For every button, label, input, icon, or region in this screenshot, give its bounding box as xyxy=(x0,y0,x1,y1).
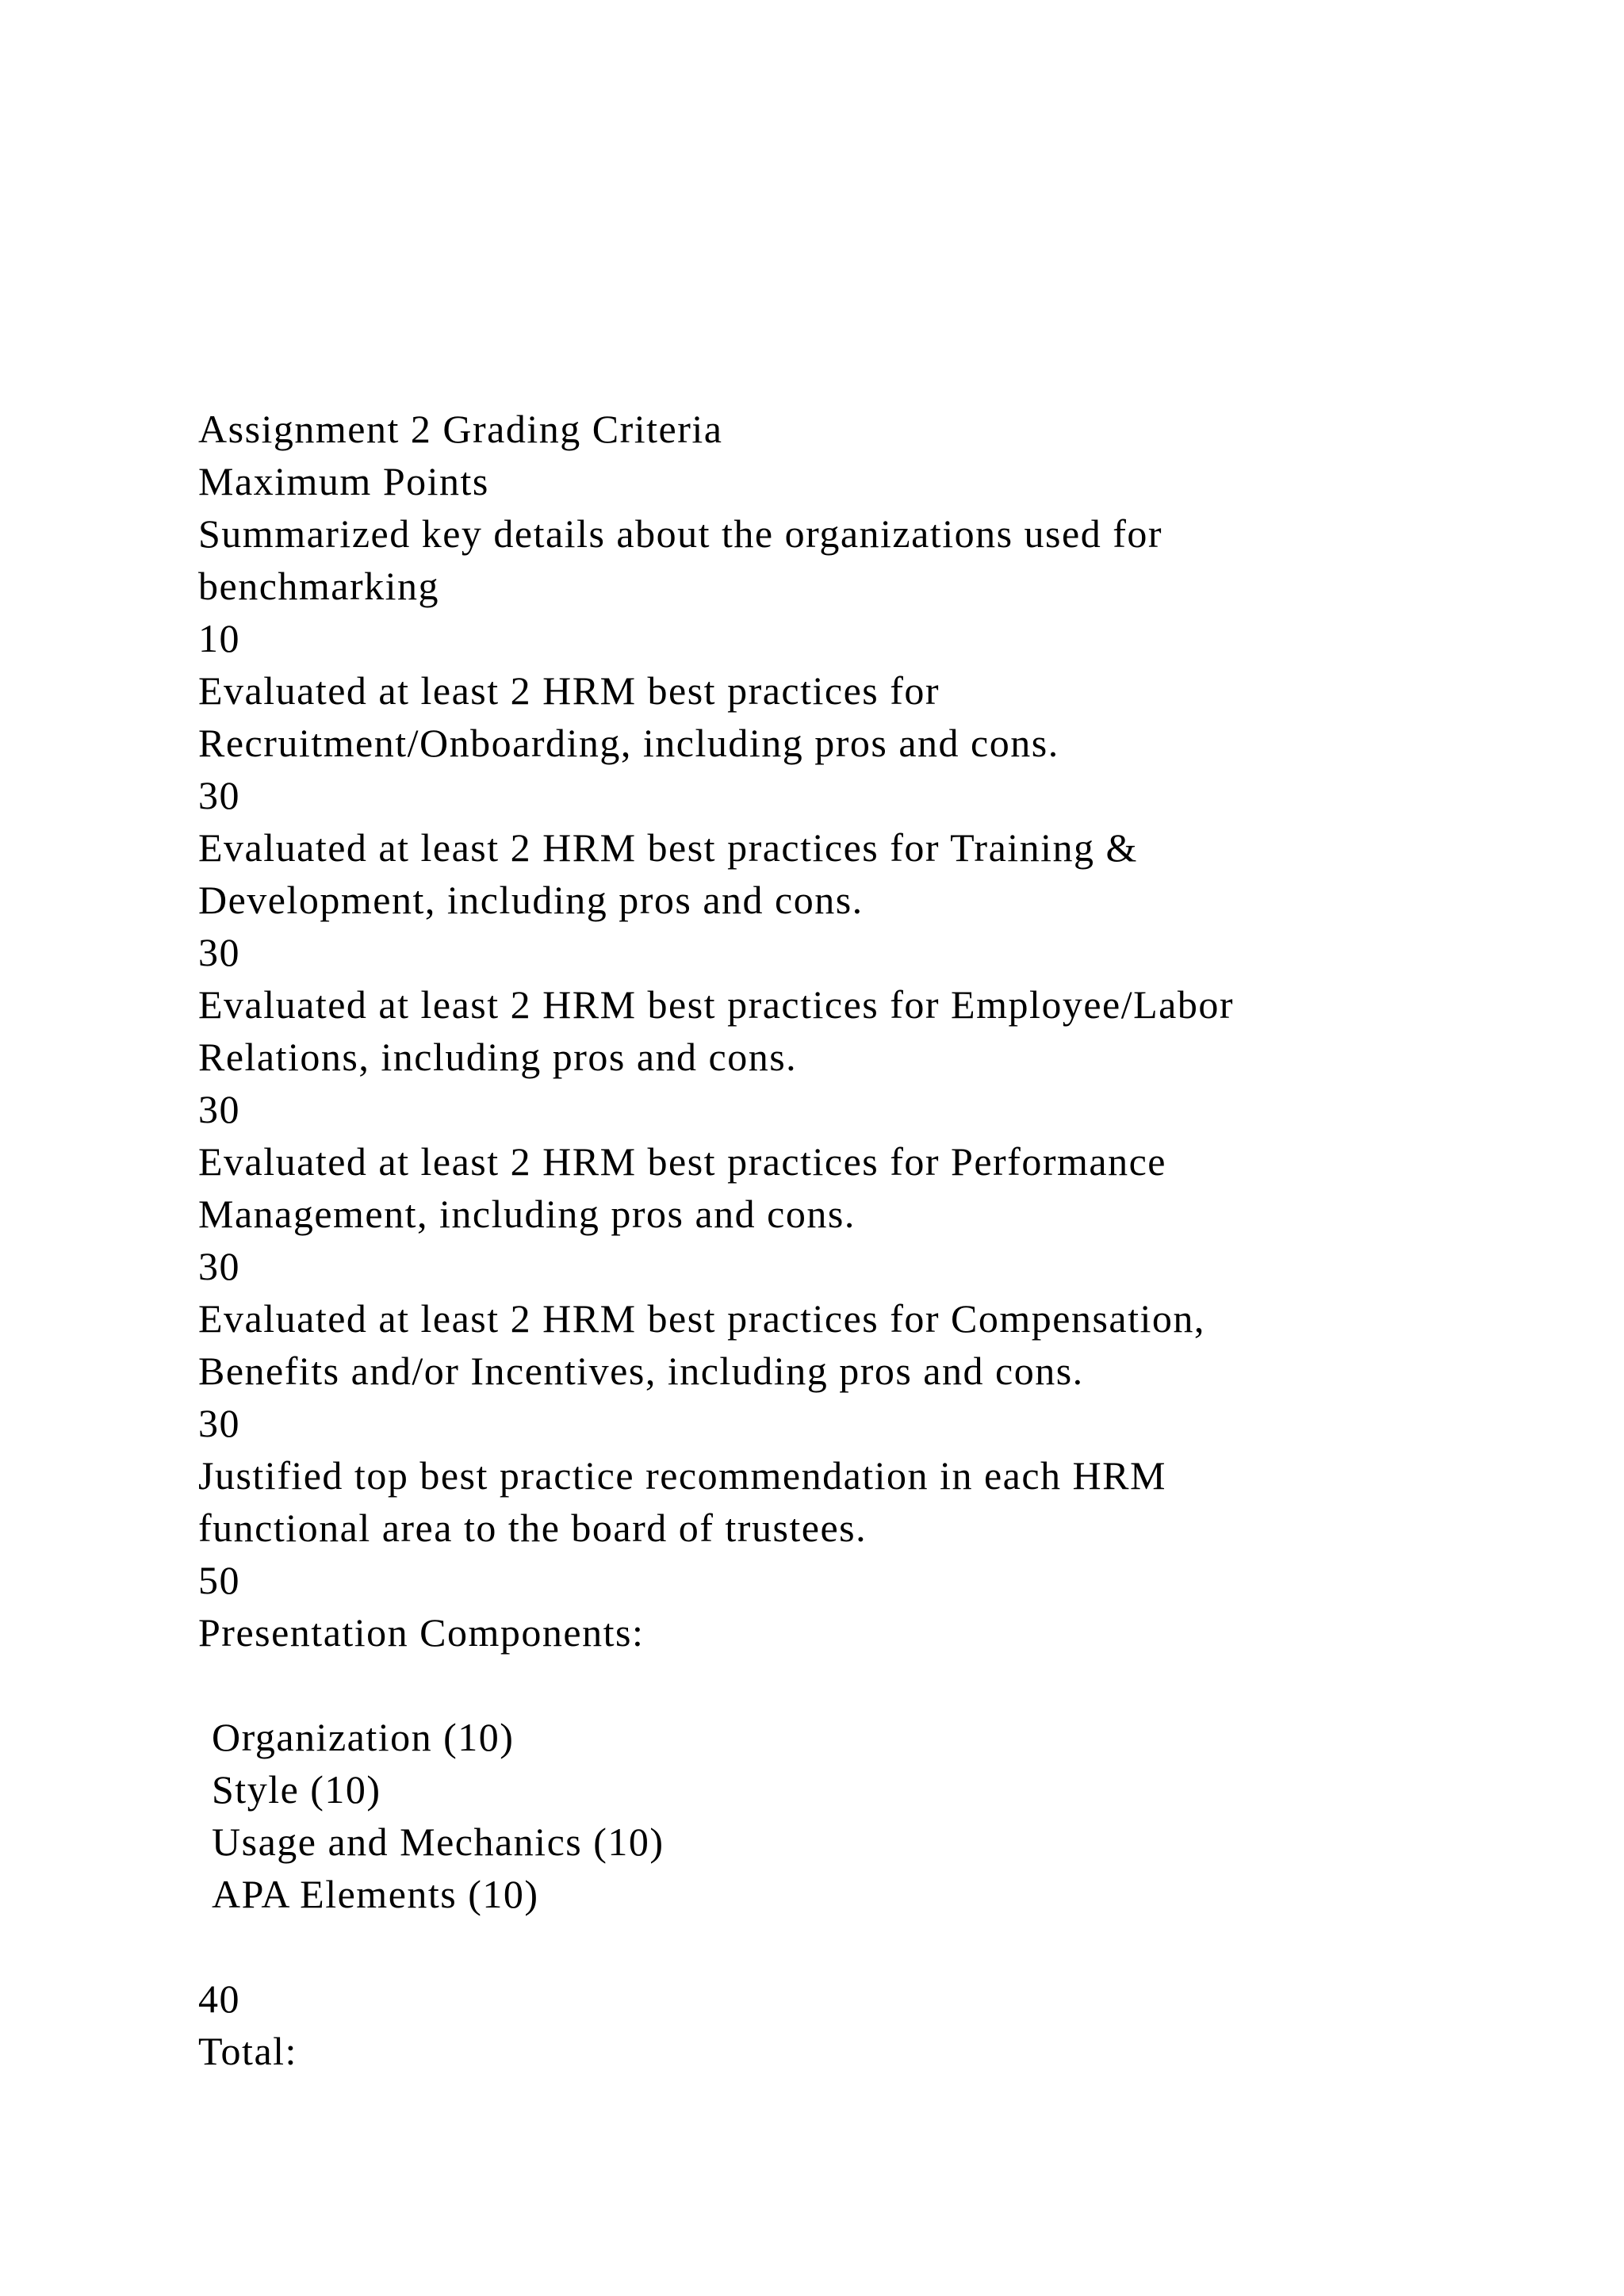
blank-line xyxy=(198,1920,1546,1973)
criterion-7-line-1: Justified top best practice recommendation in each HRM xyxy=(198,1453,1166,1498)
criterion-3-points: 30 xyxy=(198,930,240,974)
presentation-points: 40 xyxy=(198,1976,240,2021)
presentation-item-usage-mechanics: Usage and Mechanics (10) xyxy=(212,1820,665,1864)
criterion-6-line-2: Benefits and/or Incentives, including pros and cons. xyxy=(198,1349,1084,1393)
document-page xyxy=(198,403,1546,2077)
document-title: Assignment 2 Grading Criteria xyxy=(198,407,723,451)
criterion-5-line-1: Evaluated at least 2 HRM best practices for Performance xyxy=(198,1139,1166,1184)
criterion-4-line-1: Evaluated at least 2 HRM best practices for Employee/Labor xyxy=(198,982,1235,1027)
criterion-3-line-2: Development, including pros and cons. xyxy=(198,878,864,922)
column-header: Maximum Points xyxy=(198,459,489,503)
total-label: Total: xyxy=(198,2029,297,2073)
presentation-heading: Presentation Components: xyxy=(198,1610,645,1655)
blank-line xyxy=(198,1659,1546,1711)
presentation-item-style: Style (10) xyxy=(212,1767,381,1812)
criterion-7-line-2: functional area to the board of trustees. xyxy=(198,1506,868,1550)
criterion-2-line-1: Evaluated at least 2 HRM best practices for xyxy=(198,668,940,713)
criterion-2-points: 30 xyxy=(198,773,240,817)
criterion-3-line-1: Evaluated at least 2 HRM best practices for Training & xyxy=(198,825,1138,870)
criterion-6-points: 30 xyxy=(198,1401,240,1445)
criterion-4-points: 30 xyxy=(198,1087,240,1131)
criterion-5-line-2: Management, including pros and cons. xyxy=(198,1192,856,1236)
criterion-4-line-2: Relations, including pros and cons. xyxy=(198,1035,798,1079)
criterion-5-points: 30 xyxy=(198,1244,240,1288)
presentation-item-organization: Organization (10) xyxy=(212,1715,515,1759)
criterion-7-points: 50 xyxy=(198,1558,240,1602)
criterion-6-line-1: Evaluated at least 2 HRM best practices for Compensation, xyxy=(198,1296,1205,1341)
criterion-2-line-2: Recruitment/Onboarding, including pros and cons. xyxy=(198,721,1059,765)
presentation-item-apa-elements: APA Elements (10) xyxy=(212,1872,539,1916)
criterion-1-points: 10 xyxy=(198,616,240,660)
criterion-1-line-1: Summarized key details about the organizations used for xyxy=(198,511,1162,556)
criterion-1-line-2: benchmarking xyxy=(198,564,440,608)
